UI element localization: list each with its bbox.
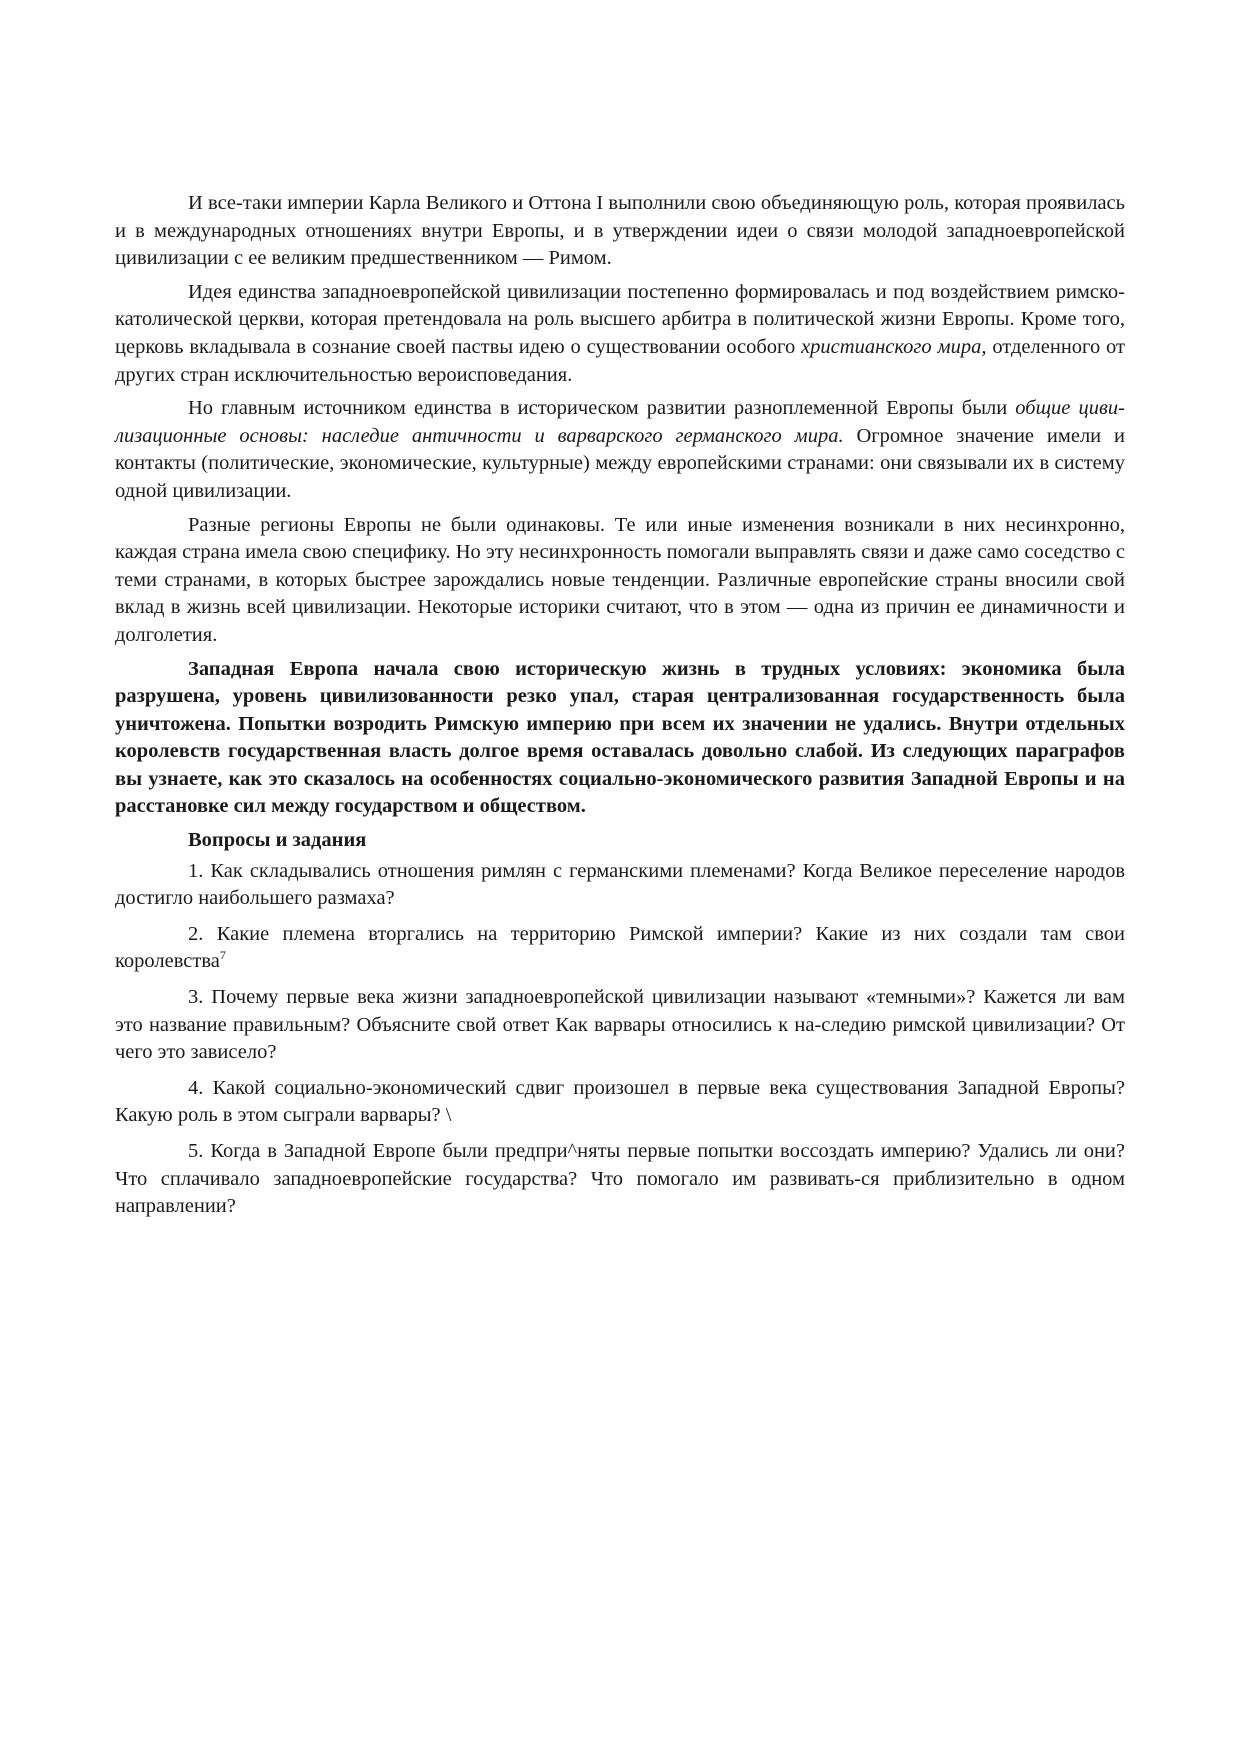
questions-heading: Вопросы и задания bbox=[188, 829, 367, 852]
question-3: 3. Почему первые века жизни западноевропейской цивилизации называют «темными»? Кажется ли вам это название правильным? Объясните свой ответ Как варвары относились к на-следию римской цивилизации? От чего это зависело? bbox=[115, 986, 1125, 1064]
question-2 bbox=[115, 921, 1125, 976]
paragraph-church-text-b: отделенного от других стран исключительностью вероисповедания. bbox=[115, 335, 1125, 386]
question-1: 1. Как складывались отношения римлян с германскими племенами? Когда Великое переселение народов достигло наибольшего размаха? bbox=[115, 859, 1125, 910]
paragraph-unity-text-b: Огромное значение имели и контакты (политические, экономические, культурные) между европейскими странами: они связывали их в систему одной цивилизации. bbox=[115, 424, 1126, 502]
document-page bbox=[115, 190, 1125, 1229]
paragraph-church-italic: христианского мира, bbox=[801, 335, 987, 358]
question-2-superscript: 7 bbox=[219, 948, 226, 963]
paragraph-regions: Разные регионы Европы не были одинаковы. Те или иные изменения возникали в них несинхронно, каждая страна имела свою специфику. Но эту несинхронность помогали выправлять связи и даже само соседство с теми странами, в которых быстрее зарождались новые тенденции. Различные европейские страны вносили свой вклад в жизнь всей цивилизации. Некоторые историки считают, что в этом — одна из причин ее динамичности и долголетия. bbox=[115, 513, 1125, 646]
paragraph-unity bbox=[115, 395, 1125, 505]
question-2-text: 2. Какие племена вторгались на территорию Римской империи? Какие из них создали там свои королевства bbox=[115, 922, 1125, 973]
paragraph-church bbox=[115, 279, 1125, 389]
paragraph-unity-text-a: Но главным источником единства в историческом развитии разноплеменной Европы были bbox=[188, 397, 1016, 420]
paragraph-church-text-a: Идея единства западноевропейской цивилизации постепенно формировалась и под воздействием римско-католической церкви, которая претендовала на роль высшего арбитра в политической жизни Европы. Кроме того, церковь вкладывала в сознание своей паствы идею о существовании особого bbox=[115, 280, 1125, 358]
paragraph-summary-bold: Западная Европа начала свою историческую жизнь в трудных условиях: экономика была разрушена, уровень цивилизованности резко упал, старая централизованная государственность была уничтожена. Попытки возродить Римскую империю при всем их значении не удались. Внутри отдельных королевств государственная власть долгое время оставалась довольно слабой. Из следующих параграфов вы узнаете, как это сказалось на особенностях социально-экономического развития Западной Европы и на расстановке сил между государством и обществом. bbox=[115, 657, 1125, 818]
question-4: 4. Какой социально-экономический сдвиг произошел в первые века существования Западной Европы? Какую роль в этом сыграли варвары? \ bbox=[115, 1076, 1125, 1127]
paragraph-empires: И все-таки империи Карла Великого и Оттона I выполнили свою объединяющую роль, которая проявилась и в международных отношениях внутри Европы, и в утверждении идеи о связи молодой западноевропейской цивилизации с ее великим предшественником — Римом. bbox=[115, 192, 1125, 270]
question-5: 5. Когда в Западной Европе были предпри^няты первые попытки воссоздать империю? Удались ли они? Что сплачивало западноевропейские государства? Что помогало им развивать-ся приблизительно в одном направлении? bbox=[115, 1140, 1125, 1218]
paragraph-unity-italic: общие циви-лизационные основы: наследие античности и варварского германского мира. bbox=[115, 397, 1126, 447]
